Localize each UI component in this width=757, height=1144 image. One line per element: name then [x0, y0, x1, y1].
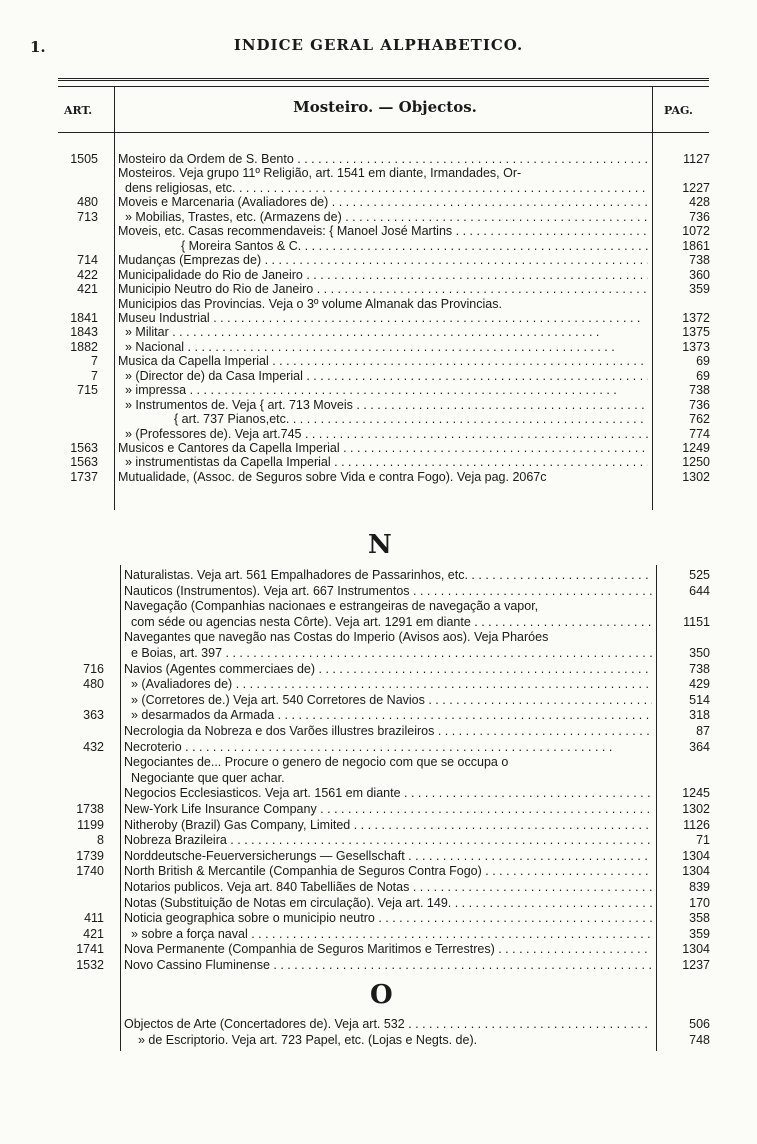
entry-text: » (Corretores de.) Veja art. 540 Corretores de Navios . . .: [131, 692, 652, 708]
entry-page-number: 87: [696, 724, 710, 738]
entry-text: dens religiosas, etc. . . .: [125, 180, 648, 196]
index-entry: [0, 785, 757, 801]
index-entry: [0, 879, 757, 895]
entry-text: Musica da Capella Imperial . . .: [118, 353, 648, 369]
entry-text: » de Escriptorio. Veja art. 723 Papel, etc. (Lojas e Negts. de).: [138, 1033, 478, 1047]
entry-text: Nitheroby (Brazil) Gas Company, Limited . . .: [124, 817, 652, 833]
column-header-pag: PAG.: [664, 104, 693, 117]
column-header-rule: [58, 132, 709, 133]
entry-text: Novo Cassino Fluminense . . .: [124, 957, 652, 973]
entry-text: Mosteiros. Veja grupo 11º Religião, art. 1541 em diante, Irmandades, Or-: [118, 166, 522, 181]
entry-text: Nobreza Brazileira . . .: [124, 832, 652, 848]
entry-page-number: 359: [689, 926, 710, 941]
entry-page-number: 1304: [682, 848, 710, 863]
entry-page-number: 1127: [683, 152, 710, 166]
entry-page-number: 1861: [682, 238, 710, 253]
entry-text: Municipalidade do Rio de Janeiro . . .: [118, 267, 648, 283]
entry-text: » impressa . . .: [125, 382, 648, 398]
entry-text: Mosteiro da Ordem de S. Bento . . .: [118, 151, 648, 167]
entry-text: Nova Permanente (Companhia de Seguros Maritimos e Terrestres) . . .: [124, 941, 652, 957]
index-entry: [0, 692, 757, 708]
entry-article-number: 1740: [76, 864, 104, 879]
entry-article-number: 1739: [76, 848, 104, 863]
entry-article-number: 1563: [70, 441, 98, 455]
entry-article-number: 1505: [70, 152, 98, 166]
entry-text: Objectos de Arte (Concertadores de). Veja art. 532 . . .: [124, 1016, 652, 1032]
index-entry: [0, 941, 757, 957]
entry-text: Museu Industrial . . .: [118, 310, 648, 326]
entry-text: com séde ou agencias nesta Côrte). Veja art. 1291 em diante . . .: [131, 614, 652, 630]
index-entry: [0, 1032, 757, 1048]
entry-text: » (Avaliadores de) . . .: [131, 676, 652, 692]
index-entry: [0, 848, 757, 864]
entry-text: Noticia geographica sobre o municipio neutro . . .: [124, 910, 652, 926]
entry-article-number: 7: [91, 354, 98, 369]
index-entry: [0, 645, 757, 661]
entry-page-number: 71: [696, 833, 710, 848]
entry-page-number: 364: [689, 739, 710, 754]
index-entry: [0, 707, 757, 723]
entry-text: Navegação (Companhias nacionaes e estrangeiras de navegação a vapor,: [124, 599, 539, 614]
entry-text: New-York Life Insurance Company . . .: [124, 801, 652, 817]
entry-article-number: 8: [97, 833, 104, 848]
entry-article-number: 1563: [70, 455, 98, 470]
entry-page-number: 1304: [682, 864, 710, 879]
entry-page-number: 1250: [682, 455, 710, 470]
entry-page-number: 360: [689, 267, 710, 282]
entry-text: North British & Mercantile (Companhia de Seguros Contra Fogo) . . .: [124, 863, 652, 879]
entry-page-number: 1302: [682, 802, 710, 816]
index-entry: [0, 661, 757, 677]
entry-page-number: 1227: [682, 180, 710, 195]
entry-article-number: 421: [83, 926, 104, 941]
index-entry: [0, 614, 757, 630]
entry-text: Moveis e Marcenaria (Avaliadores de) . . .: [118, 194, 648, 210]
entry-text: » desarmados da Armada . . .: [131, 707, 652, 723]
entry-page-number: 428: [689, 195, 710, 210]
entry-page-number: 69: [696, 354, 710, 369]
entry-page-number: 774: [689, 426, 710, 441]
index-entry: [0, 629, 757, 645]
entry-text: » Militar . . .: [125, 324, 648, 340]
entry-text: Navegantes que navegão nas Costas do Imperio (Avisos aos). Veja Pharóes: [124, 630, 549, 645]
header-rule: [58, 78, 709, 81]
index-entry: [0, 598, 757, 614]
entry-text: Musicos e Cantores da Capella Imperial . . .: [118, 440, 648, 456]
index-entry: [0, 926, 757, 942]
entry-text: Municipio Neutro do Rio de Janeiro . . .: [118, 281, 648, 297]
index-entry: [0, 723, 757, 739]
entry-text: Municipios das Provincias. Veja o 3º volume Almanak das Provincias.: [118, 296, 502, 311]
entry-article-number: 1741: [76, 942, 104, 957]
entry-page-number: 1237: [682, 958, 710, 972]
entry-article-number: 7: [91, 368, 98, 383]
entry-page-number: 748: [689, 1033, 710, 1047]
entry-article-number: 480: [77, 195, 98, 210]
entry-page-number: 429: [689, 677, 710, 692]
entry-text: » sobre a força naval . . .: [131, 926, 652, 942]
entry-text: Necroterio . . .: [124, 739, 652, 755]
entry-page-number: 1245: [682, 786, 710, 801]
entry-page-number: 525: [689, 568, 710, 582]
entry-text: Nauticos (Instrumentos). Veja art. 667 Instrumentos . . .: [124, 583, 652, 599]
entry-page-number: 738: [689, 383, 710, 398]
entry-article-number: 422: [77, 267, 98, 282]
entry-text: » (Director de) da Casa Imperial . . .: [125, 368, 648, 384]
index-entry: [0, 817, 757, 833]
entry-page-number: 1375: [682, 325, 710, 340]
entry-text: { art. 737 Pianos,etc. . . .: [174, 411, 648, 427]
entry-page-number: 1151: [683, 614, 710, 629]
entry-text: » Nacional . . .: [125, 339, 648, 355]
entry-text: » instrumentistas da Capella Imperial . . .: [125, 454, 648, 470]
entry-text: » (Professores de). Veja art.745 . . .: [125, 426, 648, 442]
entry-page-number: 839: [689, 880, 710, 894]
entry-article-number: 714: [77, 253, 98, 268]
index-entry: [0, 895, 757, 911]
entry-article-number: 715: [77, 383, 98, 398]
entry-page-number: 762: [689, 412, 710, 427]
entry-page-number: 1072: [682, 224, 710, 239]
entry-page-number: 1302: [682, 469, 710, 484]
entry-article-number: 363: [83, 708, 104, 723]
index-entry: [0, 832, 757, 848]
entry-page-number: 736: [689, 209, 710, 224]
entry-article-number: 1841: [70, 310, 98, 325]
entry-text: Navios (Agentes commerciaes de) . . .: [124, 661, 652, 677]
entry-article-number: 1843: [70, 325, 98, 340]
entry-text: Notas (Substituição de Notas em circulação). Veja art. 149. . . .: [124, 895, 652, 911]
entry-page-number: 738: [689, 253, 710, 268]
entry-page-number: 350: [689, 646, 710, 660]
entry-text: Mudanças (Emprezas de) . . .: [118, 252, 648, 268]
entry-page-number: 1372: [682, 310, 710, 325]
entry-article-number: 411: [84, 911, 104, 926]
column-header-art: ART.: [64, 104, 93, 117]
entry-text: { Moreira Santos & C. . . .: [181, 238, 648, 254]
entry-text: Negociantes de... Procure o genero de negocio com que se occupa o: [124, 755, 509, 770]
entry-page-number: 514: [689, 692, 710, 707]
entry-article-number: 1737: [70, 469, 98, 484]
entry-page-number: 359: [689, 282, 710, 297]
entry-page-number: 506: [689, 1017, 710, 1031]
entry-page-number: 1304: [682, 942, 710, 957]
entry-page-number: 358: [689, 911, 710, 926]
running-head: INDICE GERAL ALPHABETICO.: [233, 36, 524, 54]
entry-text: Necrologia da Nobreza e dos Varões illustres brazileiros . . .: [124, 723, 652, 739]
entry-page-number: 1373: [682, 339, 710, 354]
index-entry: [0, 469, 757, 485]
entry-text: Negocios Ecclesiasticos. Veja art. 1561 em diante . . .: [124, 785, 652, 801]
entry-article-number: 1738: [76, 802, 104, 816]
entry-text: Mutualidade, (Assoc. de Seguros sobre Vida e contra Fogo). Veja pag. 2067c: [118, 469, 547, 484]
entry-article-number: 713: [77, 209, 98, 224]
section-letter-n: N: [368, 530, 392, 560]
entry-page-number: 644: [689, 583, 710, 598]
index-entry: [0, 770, 757, 786]
index-entry: [0, 583, 757, 599]
entry-text: e Boias, art. 397 . . .: [131, 645, 652, 661]
entry-page-number: 1249: [682, 441, 710, 455]
entry-article-number: 432: [83, 739, 104, 754]
entry-article-number: 1199: [77, 817, 104, 832]
entry-article-number: 480: [83, 677, 104, 692]
entry-text: Naturalistas. Veja art. 561 Empalhadores de Passarinhos, etc. . . .: [124, 567, 652, 583]
entry-text: » Instrumentos de. Veja { art. 713 Moveis . . .: [125, 397, 648, 413]
entry-text: Norddeutsche-Feuerversicherungs — Gesellschaft . . .: [124, 848, 652, 864]
index-entry: [0, 676, 757, 692]
index-entry: [0, 567, 757, 583]
section-letter-o: O: [370, 980, 393, 1010]
index-entry: [0, 957, 757, 973]
entry-text: Moveis, etc. Casas recommendaveis: { Manoel José Martins . . .: [118, 223, 648, 239]
entry-page-number: 318: [689, 708, 710, 723]
entry-page-number: 736: [689, 397, 710, 412]
entry-article-number: 421: [77, 282, 98, 297]
index-entry: [0, 1016, 757, 1032]
index-entry: [0, 910, 757, 926]
entry-article-number: 716: [83, 661, 104, 676]
index-entry: [0, 739, 757, 755]
entry-text: Notarios publicos. Veja art. 840 Tabelliães de Notas . . .: [124, 879, 652, 895]
index-entry: [0, 801, 757, 817]
entry-text: » Mobilias, Trastes, etc. (Armazens de) . . .: [125, 209, 648, 225]
entry-text: Negociante que quer achar.: [131, 770, 285, 785]
entry-page-number: 69: [696, 368, 710, 383]
entry-article-number: 1882: [70, 339, 98, 354]
entry-page-number: 738: [689, 661, 710, 676]
entry-article-number: 1532: [76, 958, 104, 972]
index-entry: [0, 863, 757, 879]
column-header-title: Mosteiro. — Objectos.: [293, 98, 477, 116]
page-number: 1.: [30, 38, 46, 56]
header-rule-2: [58, 86, 709, 87]
index-entry: [0, 754, 757, 770]
entry-page-number: 170: [689, 895, 710, 910]
entry-page-number: 1126: [683, 817, 710, 832]
